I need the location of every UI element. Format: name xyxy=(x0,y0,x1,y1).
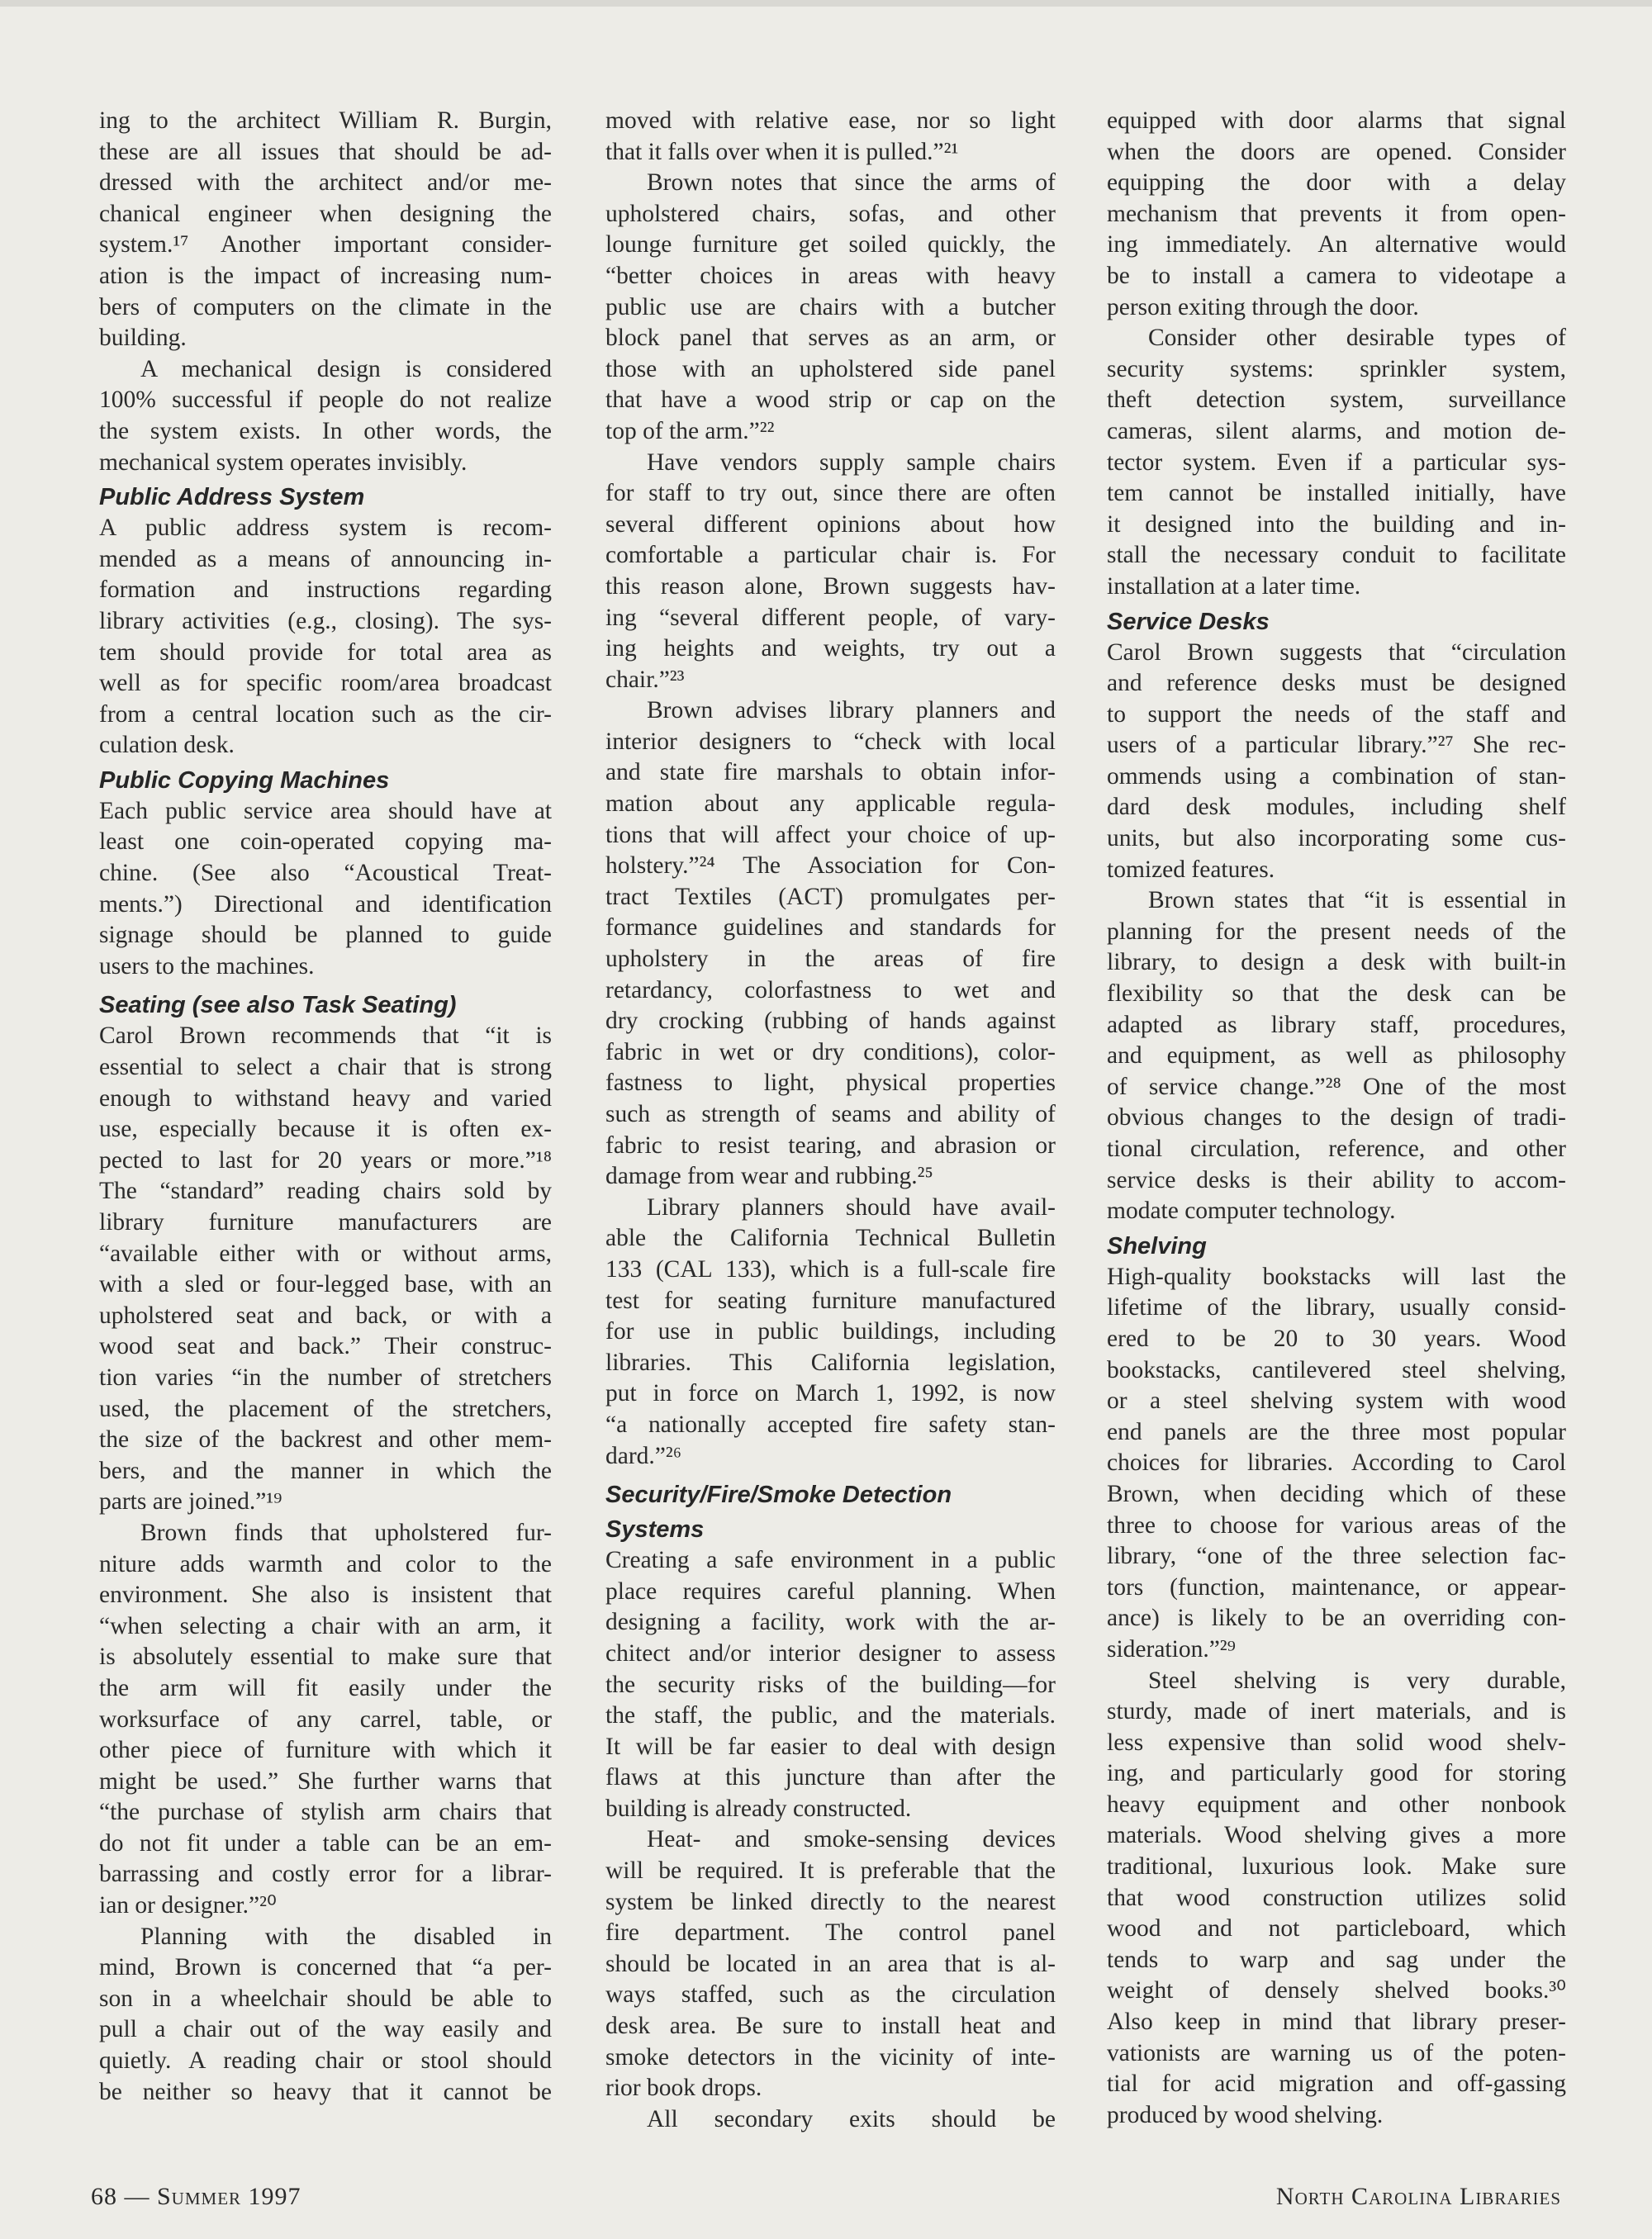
text-line: Brown notes that since the arms of xyxy=(647,169,1056,197)
text-line: block panel that serves as an arm, or xyxy=(605,325,1056,352)
text-line: It will be far easier to deal with design xyxy=(605,1733,1056,1760)
text-line: A public address system is recom- xyxy=(99,515,552,542)
text-line: Creating a safe environment in a public xyxy=(605,1547,1056,1574)
text-line: put in force on March 1, 1992, is now xyxy=(605,1380,1056,1407)
text-line: ways staffed, such as the circulation xyxy=(605,1981,1056,2009)
text-line: well as for specific room/area broadcast xyxy=(99,670,552,697)
text-line: High-quality bookstacks will last the xyxy=(1107,1263,1566,1290)
heading-line: Service Desks xyxy=(1107,608,1270,635)
text-line: fire department. The control panel xyxy=(605,1919,1056,1947)
text-line: 100% successful if people do not realize xyxy=(99,387,552,414)
text-line: obvious changes to the design of tradi- xyxy=(1107,1104,1566,1131)
text-line: to support the needs of the staff and xyxy=(1107,700,1566,728)
text-line: Heat- and smoke-sensing devices xyxy=(647,1826,1056,1853)
text-line: or a steel shelving system with wood xyxy=(1107,1388,1566,1415)
text-line: Consider other desirable types of xyxy=(1148,325,1566,352)
text-line: wood seat and back.” Their construc- xyxy=(99,1333,552,1360)
text-line: building. xyxy=(99,325,187,352)
text-line: tomized features. xyxy=(1107,856,1275,883)
heading-line: Security/Fire/Smoke Detection xyxy=(605,1482,952,1509)
paragraph xyxy=(99,106,552,354)
text-line: environment. She also is insistent that xyxy=(99,1582,552,1609)
text-line: and equipment, as well as philosophy xyxy=(1107,1042,1566,1070)
text-line: ing heights and weights, try out a xyxy=(605,635,1056,662)
paragraph xyxy=(99,1922,552,2109)
text-line: person exiting through the door. xyxy=(1107,293,1419,320)
text-line: chair.”²³ xyxy=(605,666,685,693)
text-line: with a sled or four-legged base, with an xyxy=(99,1271,552,1298)
text-line: Each public service area should have at xyxy=(99,797,552,824)
text-line: Steel shelving is very durable, xyxy=(1148,1667,1566,1694)
text-line: Also keep in mind that library preser- xyxy=(1107,2009,1566,2036)
paragraph xyxy=(605,106,1056,168)
text-line: will be required. It is preferable that the xyxy=(605,1857,1056,1885)
text-line: from a central location such as the cir- xyxy=(99,700,552,728)
text-line: damage from wear and rubbing.²⁵ xyxy=(605,1163,933,1190)
text-line: “a nationally accepted fire safety stan- xyxy=(605,1411,1056,1438)
text-line: tem cannot be installed initially, have xyxy=(1107,480,1566,507)
text-line: worksurface of any carrel, table, or xyxy=(99,1705,552,1733)
text-line: lounge furniture get soiled quickly, the xyxy=(605,231,1056,259)
text-line: tial for acid migration and off-gassing xyxy=(1107,2071,1566,2098)
text-line: least one coin-operated copying ma- xyxy=(99,828,552,856)
footer-issue-page: 68 — Summer 1997 xyxy=(91,2183,301,2210)
text-line: Planning with the disabled in xyxy=(140,1923,552,1950)
text-line: end panels are the three most popular xyxy=(1107,1418,1566,1445)
text-line: service desks is their ability to accom- xyxy=(1107,1166,1566,1193)
text-line: bers, and the manner in which the xyxy=(99,1457,552,1484)
text-line: dry crocking (rubbing of hands against xyxy=(605,1008,1056,1035)
text-line: son in a wheelchair should be able to xyxy=(99,1985,552,2012)
text-line: is absolutely essential to make sure that xyxy=(99,1644,552,1671)
paragraph xyxy=(1107,1262,1566,1666)
text-line: the arm will fit easily under the xyxy=(99,1674,552,1701)
text-line: Library planners should have avail- xyxy=(647,1193,1056,1221)
text-line: ing immediately. An alternative would xyxy=(1107,231,1566,259)
text-line: desk area. Be sure to install heat and xyxy=(605,2013,1056,2040)
text-line: the system exists. In other words, the xyxy=(99,417,552,444)
paragraph xyxy=(99,513,552,761)
text-line: ance) is likely to be an overriding con- xyxy=(1107,1605,1566,1632)
text-line: this reason alone, Brown suggests hav- xyxy=(605,572,1056,600)
text-line: vationists are warning us of the poten- xyxy=(1107,2039,1566,2066)
text-line: pull a chair out of the way easily and xyxy=(99,2016,552,2043)
text-line: system.¹⁷ Another important consider- xyxy=(99,231,552,259)
text-line: designing a facility, work with the ar- xyxy=(605,1609,1056,1636)
paragraph xyxy=(605,448,1056,696)
paragraph xyxy=(1107,106,1566,323)
text-line: upholstered chairs, sofas, and other xyxy=(605,200,1056,227)
text-line: upholstered seat and back, or with a xyxy=(99,1302,552,1329)
heading-line: Systems xyxy=(605,1516,705,1544)
text-line: comfortable a particular chair is. For xyxy=(605,542,1056,569)
text-line: All secondary exits should be xyxy=(647,2105,1056,2132)
paragraph xyxy=(605,168,1056,447)
text-line: mechanical system operates invisibly. xyxy=(99,448,468,476)
text-column-2 xyxy=(605,106,1056,2135)
text-line: dard desk modules, including shelf xyxy=(1107,794,1566,821)
text-line: library activities (e.g., closing). The sys- xyxy=(99,607,552,634)
text-line: “when selecting a chair with an arm, it xyxy=(99,1612,552,1639)
text-line: for staff to try out, since there are often xyxy=(605,480,1056,507)
text-line: tion varies “in the number of stretchers xyxy=(99,1364,552,1391)
text-line: smoke detectors in the vicinity of inte- xyxy=(605,2043,1056,2071)
text-line: bookstacks, cantilevered steel shelving, xyxy=(1107,1356,1566,1383)
text-line: Brown advises library planners and xyxy=(647,697,1056,724)
text-line: signage should be planned to guide xyxy=(99,922,552,949)
text-line: those with an upholstered side panel xyxy=(605,355,1056,382)
text-line: ing “several different people, of vary- xyxy=(605,604,1056,631)
text-line: barrassing and costly error for a librar- xyxy=(99,1861,552,1888)
text-line: Brown states that “it is essential in xyxy=(1148,887,1566,914)
text-line: fabric to resist tearing, and abrasion or xyxy=(605,1131,1056,1159)
paragraph xyxy=(605,695,1056,1193)
text-line: units, but also incorporating some cus- xyxy=(1107,825,1566,852)
text-line: and reference desks must be designed xyxy=(1107,670,1566,697)
scan-edge xyxy=(0,0,1652,7)
text-line: three to choose for various areas of the xyxy=(1107,1511,1566,1539)
text-line: the size of the backrest and other mem- xyxy=(99,1426,552,1454)
text-line: less expensive than solid wood shelv- xyxy=(1107,1729,1566,1756)
section-heading xyxy=(99,766,552,796)
text-line: weight of densely shelved books.³⁰ xyxy=(1107,1977,1566,2004)
text-line: mind, Brown is concerned that “a per- xyxy=(99,1954,552,1981)
heading-line: Public Address System xyxy=(99,484,365,511)
text-line: equipped with door alarms that signal xyxy=(1107,107,1566,134)
text-line: mended as a means of announcing in- xyxy=(99,545,552,572)
text-line: fastness to light, physical properties xyxy=(605,1070,1056,1097)
text-line: A mechanical design is considered xyxy=(140,355,552,382)
text-line: tional circulation, reference, and other xyxy=(1107,1136,1566,1162)
text-line: test for seating furniture manufactured xyxy=(605,1287,1056,1314)
section-heading xyxy=(99,482,552,513)
text-line: able the California Technical Bulletin xyxy=(605,1225,1056,1252)
heading-line: Shelving xyxy=(1107,1232,1207,1259)
paragraph xyxy=(605,2104,1056,2136)
text-line: materials. Wood shelving gives a more xyxy=(1107,1822,1566,1849)
text-line: the staff, the public, and the materials. xyxy=(605,1702,1056,1729)
text-line: essential to select a chair that is strong xyxy=(99,1054,552,1081)
text-line: Carol Brown recommends that “it is xyxy=(99,1022,552,1050)
text-line: 133 (CAL 133), which is a full-scale fire xyxy=(605,1255,1056,1283)
text-line: moved with relative ease, nor so light xyxy=(605,107,1056,134)
text-line: modate computer technology. xyxy=(1107,1198,1396,1225)
text-line: chanical engineer when designing the xyxy=(99,200,552,227)
text-line: ments.”) Directional and identification xyxy=(99,890,552,918)
paragraph xyxy=(1107,1666,1566,2132)
text-line: of service change.”²⁸ One of the most xyxy=(1107,1073,1566,1100)
paragraph xyxy=(1107,885,1566,1227)
paragraph xyxy=(605,1545,1056,1824)
text-line: tem should provide for total area as xyxy=(99,638,552,666)
text-line: library, “one of the three selection fac- xyxy=(1107,1543,1566,1570)
text-line: Brown finds that upholstered fur- xyxy=(140,1519,552,1546)
text-line: system be linked directly to the nearest xyxy=(605,1888,1056,1915)
text-line: these are all issues that should be ad- xyxy=(99,138,552,165)
text-line: tector system. Even if a particular sys- xyxy=(1107,448,1566,476)
text-line: Brown, when deciding which of these xyxy=(1107,1480,1566,1507)
text-line: use, especially because it is often ex- xyxy=(99,1116,552,1143)
text-line: should be located in an area that is al- xyxy=(605,1950,1056,1977)
text-line: heavy equipment and other nonbook xyxy=(1107,1791,1566,1818)
text-line: be neither so heavy that it cannot be xyxy=(99,2078,552,2105)
text-line: culation desk. xyxy=(99,732,235,759)
text-line: “available either with or without arms, xyxy=(99,1240,552,1267)
text-line: niture adds warmth and color to the xyxy=(99,1550,552,1577)
text-line: installation at a later time. xyxy=(1107,572,1361,600)
text-line: choices for libraries. According to Carol xyxy=(1107,1449,1566,1477)
paragraph xyxy=(99,354,552,478)
paragraph xyxy=(99,1518,552,1922)
text-line: such as strength of seams and ability of xyxy=(605,1101,1056,1127)
text-line: building is already constructed. xyxy=(605,1795,912,1822)
text-line: libraries. This California legislation, xyxy=(605,1349,1056,1376)
text-line: Have vendors supply sample chairs xyxy=(647,448,1056,476)
text-line: formation and instructions regarding xyxy=(99,576,552,604)
text-line: Carol Brown suggests that “circulation xyxy=(1107,638,1566,666)
text-line: top of the arm.”²² xyxy=(605,417,775,444)
text-line: ommends using a combination of stan- xyxy=(1107,762,1566,790)
text-line: for use in public buildings, including xyxy=(605,1318,1056,1345)
section-heading xyxy=(1107,607,1566,638)
text-line: tors (function, maintenance, or appear- xyxy=(1107,1573,1566,1601)
text-line: planning for the present needs of the xyxy=(1107,918,1566,945)
text-line: The “standard” reading chairs sold by xyxy=(99,1178,552,1205)
section-heading xyxy=(99,990,552,1021)
text-line: wood and not particleboard, which xyxy=(1107,1915,1566,1943)
text-line: interior designers to “check with local xyxy=(605,728,1056,755)
text-line: retardancy, colorfastness to wet and xyxy=(605,976,1056,1003)
text-line: rior book drops. xyxy=(605,2075,762,2102)
text-line: place requires careful planning. When xyxy=(605,1577,1056,1605)
text-line: might be used.” She further warns that xyxy=(99,1767,552,1795)
text-line: produced by wood shelving. xyxy=(1107,2101,1384,2128)
text-line: do not fit under a table can be an em- xyxy=(99,1829,552,1857)
text-line: “better choices in areas with heavy xyxy=(605,262,1056,289)
text-line: tract Textiles (ACT) promulgates per- xyxy=(605,883,1056,910)
text-line: theft detection system, surveillance xyxy=(1107,387,1566,414)
text-line: library furniture manufacturers are xyxy=(99,1209,552,1236)
text-line: mation about any applicable regula- xyxy=(605,790,1056,818)
heading-line: Public Copying Machines xyxy=(99,766,390,794)
text-line: flexibility so that the desk can be xyxy=(1107,980,1566,1008)
text-line: stall the necessary conduit to facilitate xyxy=(1107,542,1566,569)
text-line: quietly. A reading chair or stool should xyxy=(99,2047,552,2075)
paragraph xyxy=(605,1824,1056,2104)
footer-publication-title: North Carolina Libraries xyxy=(1275,2183,1561,2210)
text-line: ing to the architect William R. Burgin, xyxy=(99,107,552,134)
text-line: lifetime of the library, usually consid- xyxy=(1107,1294,1566,1321)
text-line: ing, and particularly good for storing xyxy=(1107,1760,1566,1787)
text-line: users of a particular library.”²⁷ She rec- xyxy=(1107,732,1566,759)
text-line: tions that will affect your choice of up- xyxy=(605,821,1056,848)
heading-line: Seating (see also Task Seating) xyxy=(99,992,457,1019)
text-line: dressed with the architect and/or me- xyxy=(99,169,552,197)
text-line: ation is the impact of increasing num- xyxy=(99,262,552,289)
text-line: chitect and/or interior designer to assess xyxy=(605,1639,1056,1667)
text-line: it designed into the building and in- xyxy=(1107,510,1566,538)
text-line: cameras, silent alarms, and motion de- xyxy=(1107,417,1566,444)
text-line: used, the placement of the stretchers, xyxy=(99,1395,552,1422)
text-line: “the purchase of stylish arm chairs that xyxy=(99,1799,552,1826)
text-line: mechanism that prevents it from open- xyxy=(1107,200,1566,227)
text-line: holstery.”²⁴ The Association for Con- xyxy=(605,852,1056,880)
text-line: parts are joined.”¹⁹ xyxy=(99,1488,282,1516)
text-line: bers of computers on the climate in the xyxy=(99,293,552,320)
text-line: upholstery in the areas of fire xyxy=(605,946,1056,973)
text-line: and state fire marshals to obtain infor- xyxy=(605,759,1056,786)
text-line: pected to last for 20 years or more.”¹⁸ xyxy=(99,1146,552,1174)
text-column-3 xyxy=(1107,106,1566,2131)
text-line: sturdy, made of inert materials, and is xyxy=(1107,1698,1566,1725)
text-line: adapted as library staff, procedures, xyxy=(1107,1011,1566,1038)
text-line: that it falls over when it is pulled.”²¹ xyxy=(605,138,959,165)
paragraph xyxy=(605,1193,1056,1472)
text-line: traditional, luxurious look. Make sure xyxy=(1107,1853,1566,1881)
paragraph xyxy=(1107,638,1566,886)
text-line: several different opinions about how xyxy=(605,510,1056,538)
paragraph xyxy=(99,1021,552,1518)
text-line: flaws at this juncture than after the xyxy=(605,1764,1056,1791)
section-heading xyxy=(1107,1231,1566,1262)
text-line: formance guidelines and standards for xyxy=(605,914,1056,942)
text-line: when the doors are opened. Consider xyxy=(1107,138,1566,165)
text-column-1 xyxy=(99,106,552,2108)
section-heading xyxy=(605,1480,1056,1545)
text-line: be to install a camera to videotape a xyxy=(1107,262,1566,289)
text-line: that have a wood strip or cap on the xyxy=(605,387,1056,414)
text-line: sideration.”²⁹ xyxy=(1107,1635,1236,1663)
text-line: equipping the door with a delay xyxy=(1107,169,1566,197)
text-line: users to the machines. xyxy=(99,952,315,980)
text-line: the security risks of the building—for xyxy=(605,1671,1056,1698)
text-line: dard.”²⁶ xyxy=(605,1442,682,1469)
text-line: ered to be 20 to 30 years. Wood xyxy=(1107,1325,1566,1352)
text-line: chine. (See also “Acoustical Treat- xyxy=(99,860,552,887)
text-line: library, to design a desk with built-in xyxy=(1107,949,1566,976)
text-line: enough to withstand heavy and varied xyxy=(99,1084,552,1112)
text-line: security systems: sprinkler system, xyxy=(1107,355,1566,382)
text-line: that wood construction utilizes solid xyxy=(1107,1884,1566,1911)
paragraph xyxy=(99,796,552,983)
text-line: public use are chairs with a butcher xyxy=(605,293,1056,320)
text-line: tends to warp and sag under the xyxy=(1107,1946,1566,1973)
text-line: fabric in wet or dry conditions), color- xyxy=(605,1038,1056,1065)
text-line: ian or designer.”²⁰ xyxy=(99,1892,277,1919)
text-line: other piece of furniture with which it xyxy=(99,1737,552,1764)
paragraph xyxy=(1107,323,1566,602)
